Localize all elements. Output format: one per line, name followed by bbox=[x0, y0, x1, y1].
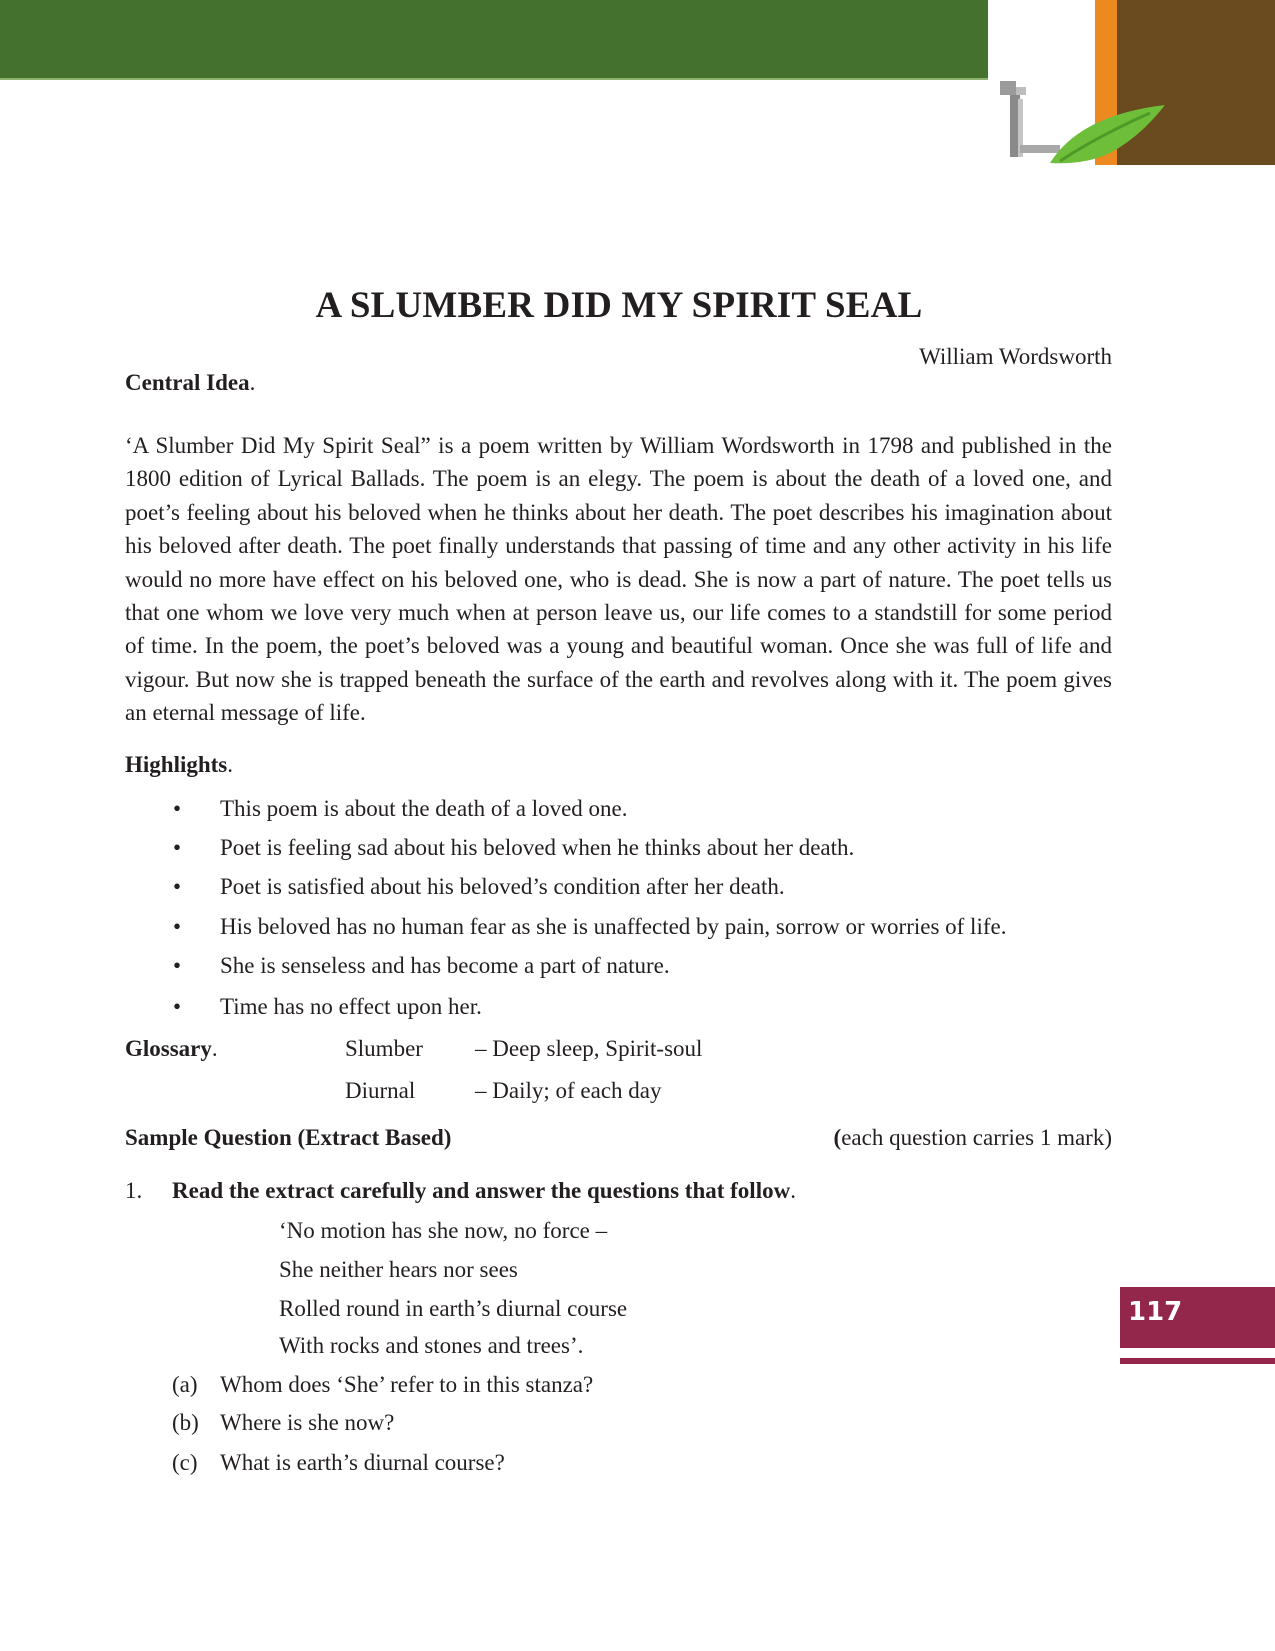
central-idea-paragraph: ‘A Slumber Did My Spirit Seal” is a poem written by William Wordsworth in 1798 and published in the 1800 edition of Lyrical Ballads. The poem is an elegy. The poem is about the death of a loved one, and poet’s feeling about his beloved when he thinks about her death. The poet describes his imagination about his beloved after death. The poet finally understands that passing of time and any other activity in his life would no more have effect on his beloved one, who is dead. She is now a part of nature. The poet tells us that one whom we love very much when at person leave us, our life comes to a standstill for some period of time. In the poem, the poet’s beloved was a young and beautiful woman. Once she was full of life and vigour. But now she is trapped beneath the surface of the earth and revolves along with it. The poem gives an eternal message of life. bbox=[125, 433, 1112, 726]
question-prompt-text: Read the extract carefully and answer the questions that follow bbox=[172, 1178, 791, 1203]
glossary-definition: – Daily; of each day bbox=[475, 1078, 662, 1103]
glossary-heading-text: Glossary bbox=[125, 1036, 212, 1061]
page-number: 117 bbox=[1128, 1297, 1183, 1327]
central-idea-heading-text: Central Idea bbox=[125, 370, 250, 395]
glossary-term: Slumber bbox=[345, 1036, 423, 1061]
marks-note-open-paren: ( bbox=[833, 1125, 842, 1150]
question-number: 1. bbox=[125, 1178, 143, 1203]
marks-note bbox=[700, 1125, 1112, 1151]
highlight-item: Poet is satisfied about his beloved’s condition after her death. bbox=[220, 874, 785, 899]
highlight-item: This poem is about the death of a loved one. bbox=[220, 796, 628, 821]
central-idea-heading bbox=[125, 370, 255, 396]
page-title: A SLUMBER DID MY SPIRIT SEAL bbox=[315, 285, 923, 326]
seedling-logo-icon bbox=[990, 75, 1180, 175]
bullet-icon: • bbox=[173, 796, 182, 821]
bullet-icon: • bbox=[173, 914, 182, 939]
bullet-icon: • bbox=[173, 994, 182, 1019]
highlight-item: Time has no effect upon her. bbox=[220, 994, 482, 1019]
bullet-icon: • bbox=[173, 835, 182, 860]
highlight-item: She is senseless and has become a part of nature. bbox=[220, 953, 670, 978]
sub-question-text: Whom does ‘She’ refer to in this stanza? bbox=[220, 1372, 594, 1397]
glossary-definition: – Deep sleep, Spirit-soul bbox=[475, 1036, 703, 1061]
bullet-icon: • bbox=[173, 874, 182, 899]
glossary-heading bbox=[125, 1036, 218, 1062]
central-idea-heading-period: . bbox=[249, 370, 256, 395]
header-green-band bbox=[0, 0, 988, 78]
highlights-heading-period: . bbox=[227, 752, 234, 777]
extract-line: Rolled round in earth’s diurnal course bbox=[279, 1296, 628, 1321]
question-prompt bbox=[172, 1178, 796, 1204]
extract-line: She neither hears nor sees bbox=[279, 1257, 518, 1282]
extract-line: ‘No motion has she now, no force – bbox=[279, 1218, 608, 1243]
sub-question-text: Where is she now? bbox=[220, 1410, 395, 1435]
highlight-item: Poet is feeling sad about his beloved when he thinks about her death. bbox=[220, 835, 855, 860]
highlight-item: His beloved has no human fear as she is unaffected by pain, sorrow or worries of life. bbox=[220, 914, 1007, 939]
highlights-heading-text: Highlights bbox=[125, 752, 228, 777]
sub-question-label: (c) bbox=[172, 1450, 198, 1475]
glossary-term: Diurnal bbox=[345, 1078, 416, 1103]
sub-question-text: What is earth’s diurnal course? bbox=[220, 1450, 505, 1475]
highlights-heading bbox=[125, 752, 233, 778]
marks-note-text: each question carries 1 mark) bbox=[841, 1125, 1112, 1150]
extract-line: With rocks and stones and trees’. bbox=[279, 1333, 584, 1358]
header-green-line bbox=[0, 78, 988, 80]
sub-question-label: (a) bbox=[172, 1372, 198, 1397]
glossary-heading-period: . bbox=[211, 1036, 218, 1061]
sub-question-label: (b) bbox=[172, 1410, 199, 1435]
sample-question-heading: Sample Question (Extract Based) bbox=[125, 1125, 452, 1150]
question-prompt-period: . bbox=[790, 1178, 796, 1203]
bullet-icon: • bbox=[173, 953, 182, 978]
author-name: William Wordsworth bbox=[919, 344, 1112, 369]
page-number-rule bbox=[1120, 1358, 1275, 1364]
